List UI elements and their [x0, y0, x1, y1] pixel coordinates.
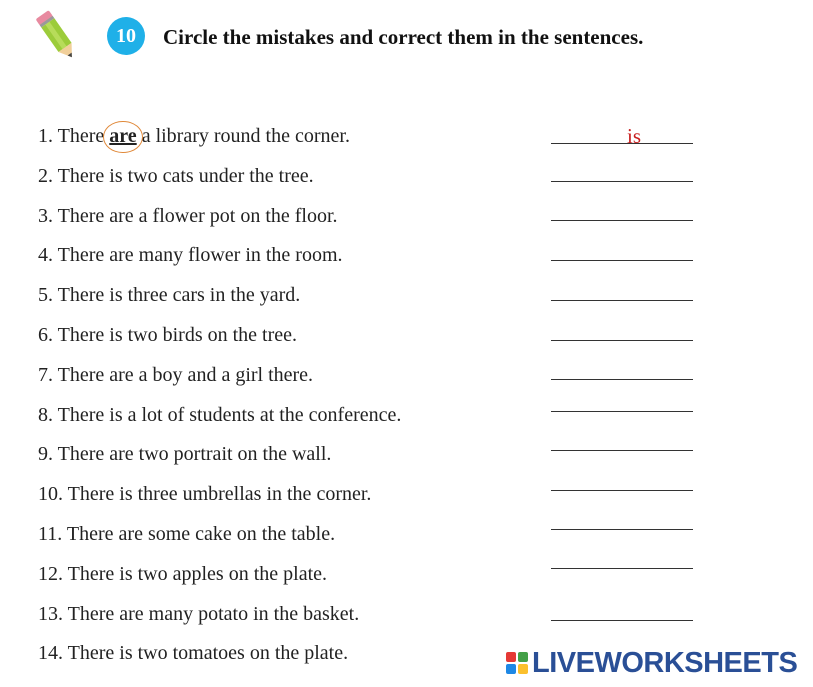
sentence-6: 6. There is two birds on the tree. [38, 324, 298, 346]
answer-field-5[interactable] [551, 300, 693, 301]
sentence-1 [38, 124, 350, 148]
sentence-4: 4. There are many flower in the room. [38, 244, 343, 266]
sentence-text-after: a library round the corner. [136, 125, 350, 147]
answer-field-7[interactable] [551, 379, 693, 380]
liveworksheets-logo-icon [506, 652, 528, 674]
exercise-number-badge: 10 [107, 17, 145, 55]
pencil-icon [34, 8, 80, 64]
instruction-title: Circle the mistakes and correct them in the sentences. [163, 25, 644, 49]
sentence-9: 9. There are two portrait on the wall. [38, 443, 332, 465]
answer-field-9[interactable] [551, 450, 693, 451]
answer-field-1[interactable] [551, 143, 693, 144]
sentence-11: 11. There are some cake on the table. [38, 523, 336, 545]
sentence-10: 10. There is three umbrellas in the corner. [38, 483, 372, 505]
sentence-8: 8. There is a lot of students at the conference. [38, 404, 402, 426]
sentence-7: 7. There are a boy and a girl there. [38, 364, 314, 386]
answer-field-13[interactable] [551, 620, 693, 621]
sentence-13: 13. There are many potato in the basket. [38, 603, 360, 625]
circled-mistake: are [109, 125, 137, 147]
logo-text: LIVEWORKSHEETS [532, 647, 798, 679]
sentence-2: 2. There is two cats under the tree. [38, 165, 314, 187]
sentence-3: 3. There are a flower pot on the floor. [38, 205, 338, 227]
answer-field-4[interactable] [551, 260, 693, 261]
answer-field-10[interactable] [551, 490, 693, 491]
answer-field-12[interactable] [551, 568, 693, 569]
sentence-14: 14. There is two tomatoes on the plate. [38, 642, 349, 664]
answer-text-1: is [626, 124, 641, 148]
answer-field-2[interactable] [551, 181, 693, 182]
sentence-number: 1. [38, 125, 53, 147]
answer-field-8[interactable] [551, 411, 693, 412]
answer-field-3[interactable] [551, 220, 693, 221]
answer-field-11[interactable] [551, 529, 693, 530]
sentence-5: 5. There is three cars in the yard. [38, 284, 301, 306]
answer-field-6[interactable] [551, 340, 693, 341]
sentence-text-before: There [57, 125, 110, 147]
liveworksheets-logo [506, 646, 797, 680]
sentence-12: 12. There is two apples on the plate. [38, 563, 328, 585]
